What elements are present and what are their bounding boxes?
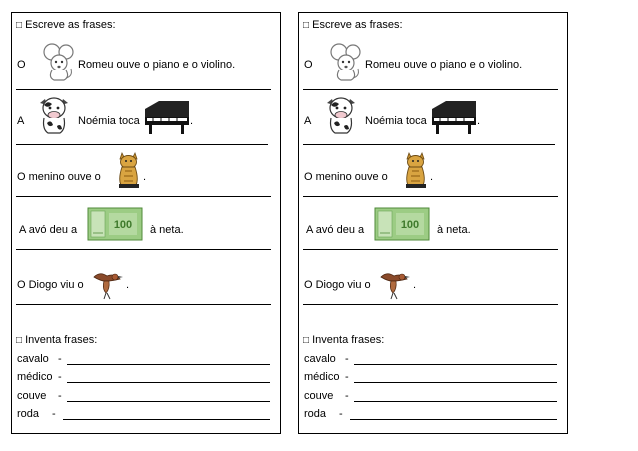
write-line-roda (63, 419, 270, 420)
write-line-cavalo (354, 364, 557, 365)
banknote-value: 100 (113, 219, 133, 231)
sentence2-text: Noémia toca (78, 115, 140, 127)
checkbox-bullet-icon: □ (16, 20, 23, 31)
cow-picture (323, 95, 359, 135)
word-couve: couve (304, 390, 334, 402)
word-dash: - (339, 408, 343, 420)
word-roda: roda (304, 408, 327, 420)
sentence1-text: Romeu ouve o piano e o violino. (365, 59, 523, 71)
word-dash: - (58, 371, 62, 383)
sentence2-start: A (17, 115, 25, 127)
sentence2-start: A (304, 115, 312, 127)
bird-picture (377, 267, 411, 301)
word-dash: - (52, 408, 56, 420)
sentence5-start: O Diogo viu o (17, 279, 84, 291)
write-line-medico (354, 382, 557, 383)
answer-line-3 (16, 196, 271, 197)
sentence1-start: O (304, 59, 313, 71)
sentence1-start: O (17, 59, 26, 71)
write-line-medico (67, 382, 270, 383)
section1-heading: □ Escreve as frases: (303, 19, 403, 31)
piano-picture (143, 99, 194, 135)
sentence4-start: A avó deu a (306, 224, 365, 236)
word-dash: - (58, 390, 62, 402)
answer-line-2 (303, 144, 555, 145)
answer-line-4 (303, 249, 558, 250)
sentence2-text: Noémia toca (365, 115, 427, 127)
sentence4-start: A avó deu a (19, 224, 78, 236)
word-couve: couve (17, 390, 47, 402)
cat-picture (403, 149, 429, 189)
section2-heading: □ Inventa frases: (303, 334, 385, 346)
sentence4-end: à neta. (150, 224, 184, 236)
worksheet-card-right (298, 12, 568, 434)
cow-picture (36, 95, 72, 135)
sentence3-start: O menino ouve o (17, 171, 101, 183)
banknote-picture (374, 207, 430, 241)
answer-line-5 (16, 304, 271, 305)
sentence3-start: O menino ouve o (304, 171, 388, 183)
sentence5-end: . (413, 279, 417, 291)
answer-line-3 (303, 196, 558, 197)
answer-line-5 (303, 304, 558, 305)
sentence5-end: . (126, 279, 130, 291)
word-dash: - (345, 353, 349, 365)
write-line-cavalo (67, 364, 270, 365)
sentence3-end: . (430, 171, 434, 183)
write-line-couve (67, 401, 270, 402)
answer-line-2 (16, 144, 268, 145)
mouse-picture (329, 43, 361, 81)
word-cavalo: cavalo (17, 353, 49, 365)
banknote-value: 100 (400, 219, 420, 231)
word-roda: roda (17, 408, 40, 420)
word-cavalo: cavalo (304, 353, 336, 365)
bird-picture (90, 267, 124, 301)
word-dash: - (345, 390, 349, 402)
sentence5-start: O Diogo viu o (304, 279, 371, 291)
sentence2-end: . (190, 115, 194, 127)
checkbox-bullet-icon: □ (303, 20, 310, 31)
answer-line-4 (16, 249, 271, 250)
sentence1-text: Romeu ouve o piano e o violino. (78, 59, 236, 71)
checkbox-bullet-icon: □ (303, 335, 310, 346)
answer-line-1 (16, 89, 271, 90)
answer-line-1 (303, 89, 558, 90)
section2-heading: □ Inventa frases: (16, 334, 98, 346)
cat-picture (116, 149, 142, 189)
piano-picture (430, 99, 481, 135)
checkbox-bullet-icon: □ (16, 335, 23, 346)
word-dash: - (58, 353, 62, 365)
mouse-picture (42, 43, 74, 81)
sentence3-end: . (143, 171, 147, 183)
sentence2-end: . (477, 115, 481, 127)
banknote-picture (87, 207, 143, 241)
write-line-roda (350, 419, 557, 420)
write-line-couve (354, 401, 557, 402)
sentence4-end: à neta. (437, 224, 471, 236)
word-medico: médico (17, 371, 53, 383)
worksheet-card-left (11, 12, 281, 434)
section1-heading: □ Escreve as frases: (16, 19, 116, 31)
word-medico: médico (304, 371, 340, 383)
word-dash: - (345, 371, 349, 383)
